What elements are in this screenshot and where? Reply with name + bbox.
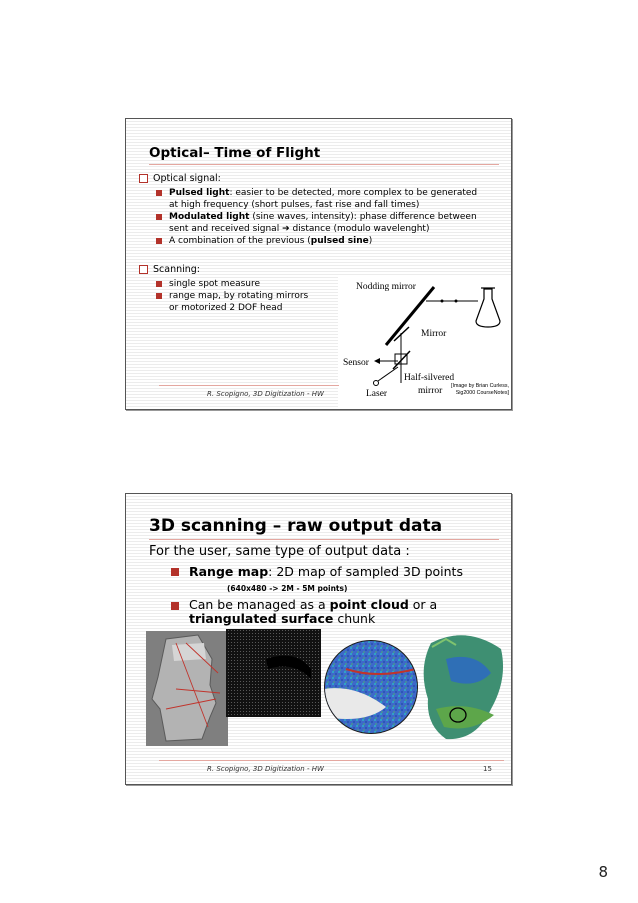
beam-dot [441, 300, 444, 303]
bullet-point-cloud: Can be managed as a point cloud or a triangulated surface chunk [171, 598, 491, 626]
bullet-pulsed-light: Pulsed light: easier to be detected, more complex to be generated at high frequency (short pulses, fast rise and fall times) [139, 187, 489, 211]
bullet-optical-signal: Optical signal: [139, 172, 489, 185]
time-of-flight-scanner-diagram [338, 275, 511, 409]
checkbox-bullet-icon [139, 174, 148, 183]
title-divider [149, 164, 499, 165]
right-arrow-icon: ➔ [282, 224, 290, 234]
square-bullet-icon [156, 293, 162, 299]
square-bullet-icon [156, 214, 162, 220]
label-sensor: Sensor [343, 358, 369, 368]
bullet-range-map: Range map: 2D map of sampled 3D points [171, 564, 491, 579]
label-laser: Laser [366, 389, 388, 399]
slide-optical-time-of-flight [125, 118, 512, 410]
range-map-resolution: (640x480 -> 2M - 5M points) [227, 584, 348, 593]
bullet-combination: A combination of the previous (pulsed sine) [139, 235, 489, 247]
beam-dot [455, 300, 458, 303]
triangulated-surface-render [424, 635, 503, 739]
point-cloud-mesh-render [226, 629, 321, 717]
page-number: 8 [598, 863, 608, 881]
label-mirror-2: mirror [418, 386, 443, 396]
footer-divider [159, 760, 504, 761]
label-mirror: Mirror [421, 329, 447, 339]
square-bullet-icon [156, 190, 162, 196]
bullet-single-spot: single spot measure [139, 278, 489, 290]
magnified-point-cloud-circle [321, 637, 421, 737]
bullet-modulated-light: Modulated light (sine waves, intensity): phase difference between sent and received signal ➔ distance (modulo wavelenght) [139, 211, 489, 235]
image-credit-line-2: Sig2000 CourseNotes] [455, 390, 509, 396]
square-bullet-icon [171, 568, 179, 576]
scan-output-images [146, 629, 511, 749]
slide-page-number: 15 [483, 765, 492, 773]
checkbox-bullet-icon [139, 265, 148, 274]
slide-raw-output-data [125, 493, 512, 785]
footer-divider [159, 385, 339, 386]
bullet-scanning: Scanning: [139, 263, 489, 276]
slide-title: Optical– Time of Flight [149, 145, 321, 161]
slide-subtitle: For the user, same type of output data : [149, 544, 410, 559]
label-nodding-mirror: Nodding mirror [356, 282, 416, 292]
image-credit-line-1: [Image by Brian Curless, [451, 383, 509, 389]
label-half-silvered: Half-silvered [404, 373, 455, 383]
title-divider [149, 539, 499, 540]
slide-footer: R. Scopigno, 3D Digitization - HW [207, 765, 324, 773]
square-bullet-icon [156, 281, 162, 287]
bullet-range-map: range map, by rotating mirrors or motorized 2 DOF head [139, 290, 314, 314]
slide-footer: R. Scopigno, 3D Digitization - HW [207, 390, 324, 398]
square-bullet-icon [171, 602, 179, 610]
gray-head-render [146, 631, 228, 746]
square-bullet-icon [156, 238, 162, 244]
slide-title: 3D scanning – raw output data [149, 516, 443, 536]
